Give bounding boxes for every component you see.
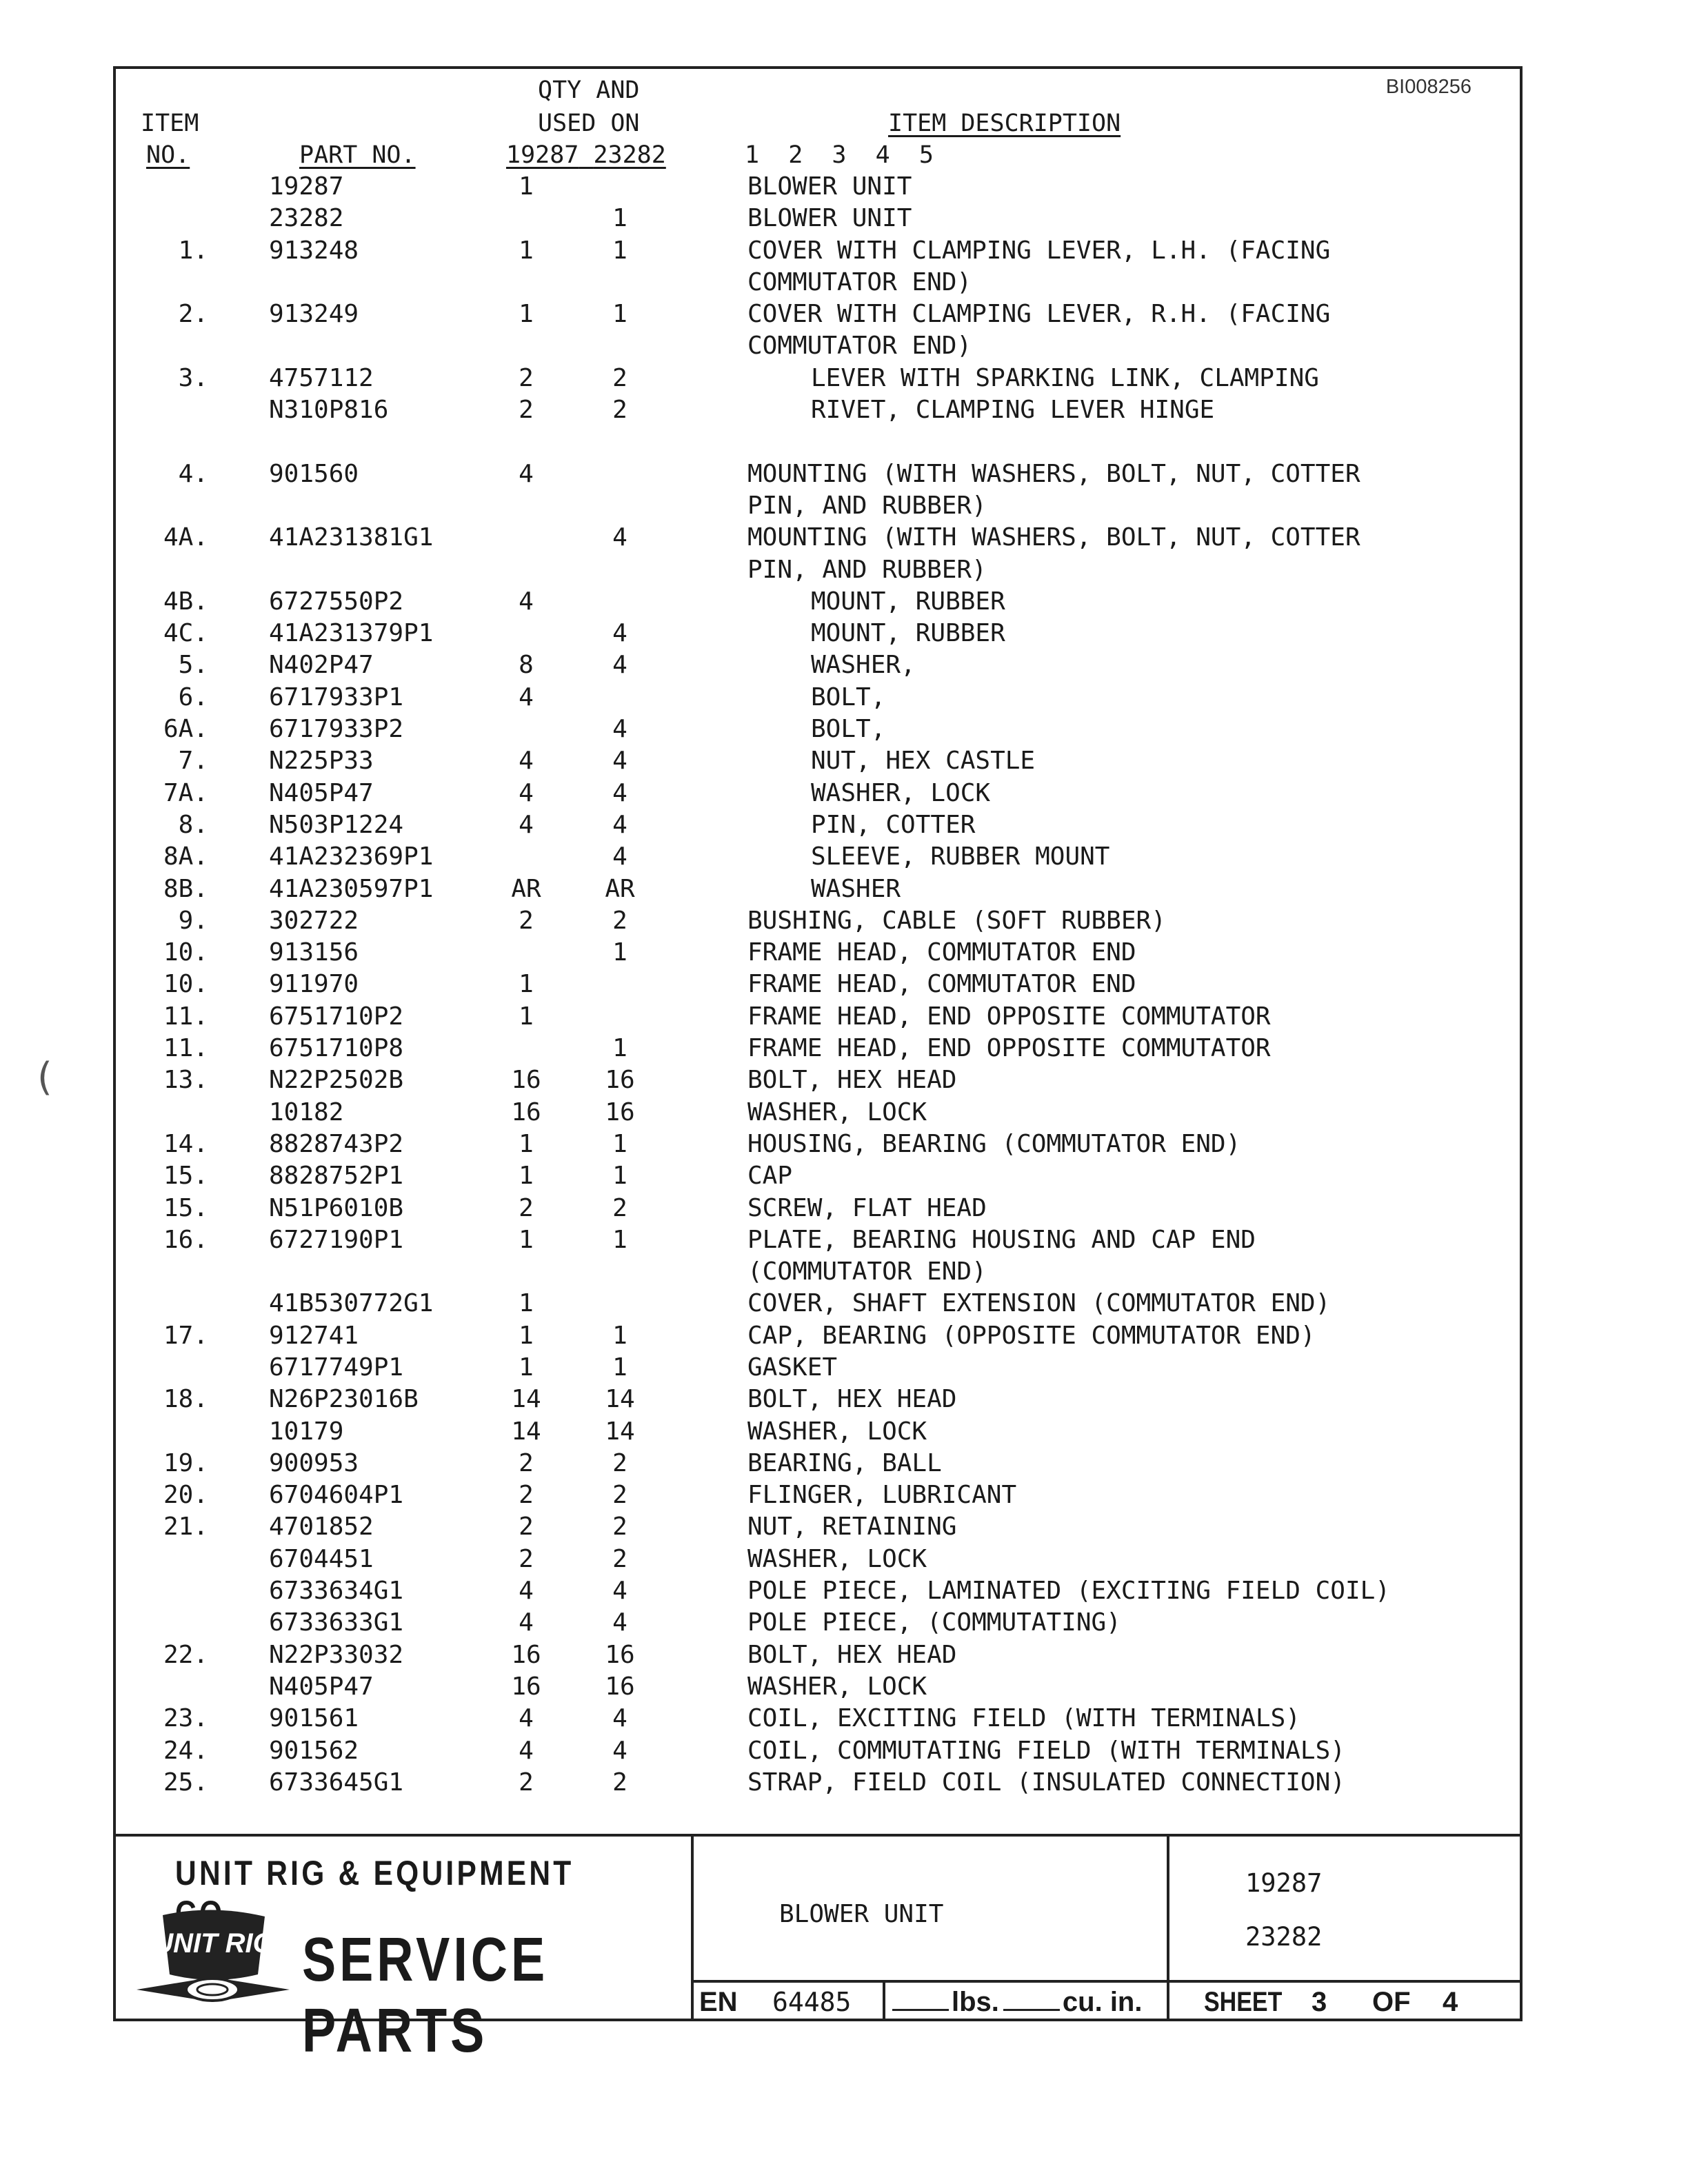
item-number: 6. [178,682,208,711]
table-row [116,841,1520,873]
table-row [116,1033,1520,1064]
qty-23282: 14 [605,1385,635,1414]
qty-23282: 4 [612,715,627,744]
part-number: 41A232369P1 [269,842,434,871]
item-description: PIN, COTTER [811,810,976,839]
qty-19287: 4 [519,587,534,616]
table-row [116,363,1520,394]
table-row [116,1448,1520,1479]
qty-19287: AR [511,874,541,903]
qty-19287: 16 [511,1066,541,1095]
item-number: 11. [163,1034,208,1063]
qty-23282: 2 [612,396,627,425]
table-row [116,714,1520,745]
item-description: WASHER, LOCK [747,1544,927,1573]
item-number: 17. [163,1321,208,1350]
qty-19287: 1 [519,1321,534,1350]
qty-23282: 1 [612,1225,627,1254]
qty-23282: 4 [612,523,627,552]
item-description: PIN, AND RUBBER) [747,491,987,520]
item-description: BOLT, HEX HEAD [747,1066,957,1095]
item-description: PLATE, BEARING HOUSING AND CAP END [747,1225,1256,1254]
qty-19287: 4 [519,1704,534,1733]
unit-rig-logo [130,1908,295,2012]
qty-23282: 1 [612,1034,627,1063]
table-row [116,394,1520,426]
qty-23282: 1 [612,1162,627,1191]
item-description: WASHER, [811,651,916,680]
part-number: 41A231379P1 [269,619,434,648]
qty-19287: 2 [519,1448,534,1477]
item-description: FLINGER, LUBRICANT [747,1481,1017,1510]
part-number: 901560 [269,459,359,488]
qty-19287: 8 [519,651,534,680]
item-number: 20. [163,1481,208,1510]
parts-list-sheet [113,66,1523,2065]
item-description: NUT, HEX CASTLE [811,747,1036,776]
part-number: 6717749P1 [269,1353,404,1382]
item-description: HOUSING, BEARING (COMMUTATOR END) [747,1129,1241,1158]
qty-23282: 16 [605,1098,635,1126]
item-number: 8. [178,810,208,839]
table-row [116,1384,1520,1415]
table-row [116,1767,1520,1799]
qty-23282: 4 [612,778,627,807]
table-row [116,649,1520,681]
item-number: 6A. [163,715,208,744]
table-row [116,1703,1520,1735]
qty-19287: 1 [519,300,534,329]
header-item-label-2: NO. [146,141,190,169]
item-description: PIN, AND RUBBER) [747,555,987,584]
table-row [116,1352,1520,1384]
qty-23282: 16 [605,1066,635,1095]
sheet-label: SHEET [1204,1987,1283,2017]
item-description: FRAME HEAD, END OPPOSITE COMMUTATOR [747,1034,1271,1063]
table-row [116,522,1520,554]
table-row [116,330,1520,362]
item-number: 11. [163,1002,208,1031]
table-row [116,235,1520,267]
qty-23282: 1 [612,938,627,967]
part-number: 6727550P2 [269,587,404,616]
table-row [116,1288,1520,1320]
qty-19287: 2 [519,1544,534,1573]
part-number: 302722 [269,906,359,935]
qty-19287: 4 [519,747,534,776]
qty-23282: 1 [612,1129,627,1158]
item-description: COVER WITH CLAMPING LEVER, L.H. (FACING [747,236,1331,265]
part-number: 913156 [269,938,359,967]
qty-19287: 1 [519,1225,534,1254]
qty-23282: 16 [605,1672,635,1701]
item-number: 9. [178,906,208,935]
qty-19287: 16 [511,1672,541,1701]
qty-23282: 2 [612,1544,627,1573]
qty-19287: 2 [519,396,534,425]
part-number: 6704451 [269,1544,374,1573]
part-number: 19287 [269,172,344,201]
item-description: BOLT, HEX HEAD [747,1640,957,1669]
item-description: COIL, EXCITING FIELD (WITH TERMINALS) [747,1704,1300,1733]
item-description: NUT, RETAINING [747,1513,957,1541]
qty-23282: 2 [612,363,627,392]
qty-19287: 1 [519,1129,534,1158]
header-qty-label-2: USED ON [538,110,640,137]
item-number: 15. [163,1162,208,1191]
item-description: BOLT, HEX HEAD [747,1385,957,1414]
table-row [116,1224,1520,1256]
qty-19287: 2 [519,1481,534,1510]
qty-23282: 1 [612,1321,627,1350]
item-number: 4. [178,459,208,488]
qty-19287: 16 [511,1640,541,1669]
qty-23282: AR [605,874,635,903]
part-number: 4757112 [269,363,374,392]
qty-23282: 2 [612,1448,627,1477]
item-number: 22. [163,1640,208,1669]
item-number: 16. [163,1225,208,1254]
part-number: 10182 [269,1098,344,1126]
item-description: BOLT, [811,682,886,711]
part-number: 6727190P1 [269,1225,404,1254]
qty-19287: 1 [519,970,534,999]
sheet-number: 3 [1312,1987,1327,2017]
item-number: 23. [163,1704,208,1733]
table-row [116,1097,1520,1129]
company-name: UNIT RIG & EQUIPMENT [175,1854,574,1892]
table-row [116,905,1520,937]
table-row [116,778,1520,809]
item-description: GASKET [747,1353,838,1382]
item-number: 24. [163,1736,208,1765]
document-id: BI008256 [1385,76,1471,98]
qty-19287: 4 [519,778,534,807]
qty-23282: 4 [612,1577,627,1606]
table-row [116,490,1520,522]
part-number: N22P33032 [269,1640,404,1669]
table-row [116,1639,1520,1671]
qty-19287: 1 [519,236,534,265]
item-description: LEVER WITH SPARKING LINK, CLAMPING [811,363,1319,392]
qty-23282: 4 [612,651,627,680]
table-row [116,682,1520,714]
qty-23282: 16 [605,1640,635,1669]
table-row [116,458,1520,490]
part-number: 6704604P1 [269,1481,404,1510]
part-number: N51P6010B [269,1193,404,1222]
table-row [116,1479,1520,1511]
item-description: WASHER, LOCK [747,1417,927,1446]
item-number: 19. [163,1448,208,1477]
item-description: (COMMUTATOR END) [747,1257,987,1286]
qty-19287: 4 [519,682,534,711]
table-row [116,1064,1520,1096]
item-number: 14. [163,1129,208,1158]
item-number: 18. [163,1385,208,1414]
part-number: N503P1224 [269,810,404,839]
part-number: 4701852 [269,1513,374,1541]
item-description: FRAME HEAD, END OPPOSITE COMMUTATOR [747,1002,1271,1031]
description-panel [691,1837,1169,1983]
part-number: 8828743P2 [269,1129,404,1158]
table-row [116,873,1520,905]
item-number: 8B. [163,874,208,903]
part-number: 6717933P2 [269,715,404,744]
table-row [116,1193,1520,1224]
header-desc-levels: 1 2 3 4 5 [745,141,934,169]
part-number: N402P47 [269,651,374,680]
part-number: 41A231381G1 [269,523,434,552]
item-number: 8A. [163,842,208,871]
part-number: 913249 [269,300,359,329]
item-number: 4A. [163,523,208,552]
weight-volume: lbs. cu. in. [892,1983,1142,2021]
qty-19287: 4 [519,810,534,839]
qty-23282: 2 [612,1513,627,1541]
item-description: POLE PIECE, (COMMUTATING) [747,1608,1121,1637]
assembly-description: BLOWER UNIT [779,1900,944,1928]
qty-23282: 2 [612,1768,627,1797]
qty-23282: 2 [612,1481,627,1510]
item-description: MOUNT, RUBBER [811,619,1005,648]
scan-artifact-paren: ( [37,1055,52,1100]
part-number: 41A230597P1 [269,874,434,903]
item-number: 21. [163,1513,208,1541]
table-row [116,299,1520,330]
qty-19287: 16 [511,1098,541,1126]
item-description: BUSHING, CABLE (SOFT RUBBER) [747,906,1166,935]
part-number: 6733634G1 [269,1577,404,1606]
qty-19287: 14 [511,1417,541,1446]
part-number-panel [1169,1837,1520,1983]
item-number: 3. [178,363,208,392]
part-number: 6717933P1 [269,682,404,711]
item-description: COMMUTATOR END) [747,267,972,296]
table-row [116,1256,1520,1288]
item-number: 7A. [163,778,208,807]
item-number: 5. [178,651,208,680]
part-number: N405P47 [269,778,374,807]
qty-19287: 1 [519,1353,534,1382]
qty-19287: 14 [511,1385,541,1414]
assembly-part-no-2: 23282 [1245,1922,1323,1952]
item-description: COIL, COMMUTATING FIELD (WITH TERMINALS) [747,1736,1345,1765]
table-row [116,426,1520,458]
qty-19287: 2 [519,1193,534,1222]
qty-19287: 4 [519,1736,534,1765]
part-number: 8828752P1 [269,1162,404,1191]
table-row [116,1671,1520,1703]
header-part-label: PART NO. [299,141,416,169]
item-description: MOUNTING (WITH WASHERS, BOLT, NUT, COTTER [747,459,1360,488]
part-number: N22P2502B [269,1066,404,1095]
table-row [116,1416,1520,1448]
en-number: 64485 [772,1987,852,2017]
table-row [116,1320,1520,1352]
table-row [116,1735,1520,1767]
qty-19287: 2 [519,363,534,392]
item-description: COVER WITH CLAMPING LEVER, R.H. (FACING [747,300,1331,329]
item-number: 4C. [163,619,208,648]
part-number: 901562 [269,1736,359,1765]
of-label: OF [1372,1987,1411,2017]
item-description: STRAP, FIELD COIL (INSULATED CONNECTION) [747,1768,1345,1797]
header-qty-label-1: QTY AND [538,77,640,104]
qty-23282: 4 [612,1704,627,1733]
qty-19287: 2 [519,1768,534,1797]
table-row [116,1607,1520,1639]
item-description: COMMUTATOR END) [747,332,972,361]
qty-23282: 4 [612,1608,627,1637]
item-description: FRAME HEAD, COMMUTATOR END [747,938,1136,967]
item-description: POLE PIECE, LAMINATED (EXCITING FIELD COIL) [747,1577,1390,1606]
item-description: MOUNTING (WITH WASHERS, BOLT, NUT, COTTER [747,523,1360,552]
parts-table [116,171,1520,1799]
item-description: BOLT, [811,715,886,744]
sheet-total: 4 [1443,1987,1458,2017]
part-number: 901561 [269,1704,359,1733]
qty-19287: 4 [519,1577,534,1606]
table-row [116,1160,1520,1192]
table-row [116,267,1520,299]
table-row [116,618,1520,649]
table-row [116,203,1520,234]
item-description: WASHER, LOCK [747,1098,927,1126]
part-number: 913248 [269,236,359,265]
table-row [116,1511,1520,1543]
table-row [116,745,1520,777]
qty-23282: 4 [612,842,627,871]
item-number: 13. [163,1066,208,1095]
item-number: 10. [163,938,208,967]
part-number: N225P33 [269,747,374,776]
item-description: BLOWER UNIT [747,172,912,201]
item-description: COVER, SHAFT EXTENSION (COMMUTATOR END) [747,1289,1331,1318]
qty-23282: 1 [612,300,627,329]
company-panel [116,1837,694,2065]
item-description: MOUNT, RUBBER [811,587,1005,616]
qty-19287: 2 [519,1513,534,1541]
title-block [116,1834,1520,2065]
part-number: 900953 [269,1448,359,1477]
qty-23282: 4 [612,747,627,776]
qty-19287: 4 [519,1608,534,1637]
item-description: WASHER, LOCK [811,778,991,807]
qty-19287: 1 [519,172,534,201]
item-number: 7. [178,747,208,776]
part-number: N26P23016B [269,1385,419,1414]
item-description: WASHER, LOCK [747,1672,927,1701]
qty-19287: 1 [519,1289,534,1318]
item-description: CAP [747,1162,793,1191]
qty-23282: 1 [612,236,627,265]
qty-23282: 2 [612,906,627,935]
table-row [116,969,1520,1000]
item-number: 15. [163,1193,208,1222]
svg-text:UNIT RIG: UNIT RIG [153,1928,274,1959]
qty-23282: 4 [612,810,627,839]
qty-19287: 4 [519,459,534,488]
item-description: CAP, BEARING (OPPOSITE COMMUTATOR END) [747,1321,1316,1350]
qty-23282: 4 [612,619,627,648]
qty-23282: 2 [612,1193,627,1222]
table-row [116,1575,1520,1607]
qty-23282: 14 [605,1417,635,1446]
item-number: 1. [178,236,208,265]
part-number: 912741 [269,1321,359,1350]
header-item-label-1: ITEM [141,110,199,137]
qty-23282: 1 [612,204,627,233]
table-row [116,1544,1520,1575]
table-row [116,554,1520,586]
qty-23282: 4 [612,1736,627,1765]
table-row [116,171,1520,203]
part-number: 41B530772G1 [269,1289,434,1318]
item-number: 25. [163,1768,208,1797]
item-description: SCREW, FLAT HEAD [747,1193,987,1222]
item-description: RIVET, CLAMPING LEVER HINGE [811,396,1215,425]
assembly-part-no-1: 19287 [1245,1868,1323,1898]
en-label: EN [699,1987,738,2017]
item-description: WASHER [811,874,901,903]
part-number: N405P47 [269,1672,374,1701]
item-number: 4B. [163,587,208,616]
part-number: 6751710P2 [269,1002,404,1031]
part-number: 6733645G1 [269,1768,404,1797]
qty-19287: 1 [519,1162,534,1191]
item-number: 2. [178,300,208,329]
table-row [116,586,1520,618]
header-qty-columns: 19287 23282 [506,141,666,169]
item-number: 10. [163,970,208,999]
table-row [116,937,1520,969]
part-number: 911970 [269,970,359,999]
item-description: SLEEVE, RUBBER MOUNT [811,842,1110,871]
table-row [116,1001,1520,1033]
revision-strip [691,1983,1520,2021]
part-number: 23282 [269,204,344,233]
service-parts-title: SERVICE PARTS [302,1925,549,2065]
table-row [116,809,1520,841]
table-row [116,1129,1520,1160]
item-description: FRAME HEAD, COMMUTATOR END [747,970,1136,999]
item-description: BEARING, BALL [747,1448,942,1477]
part-number: 6751710P8 [269,1034,404,1063]
qty-19287: 2 [519,906,534,935]
qty-23282: 1 [612,1353,627,1382]
item-description: BLOWER UNIT [747,204,912,233]
part-number: 6733633G1 [269,1608,404,1637]
part-number: 10179 [269,1417,344,1446]
header-desc-label: ITEM DESCRIPTION [888,110,1121,137]
part-number: N310P816 [269,396,389,425]
qty-19287: 1 [519,1002,534,1031]
